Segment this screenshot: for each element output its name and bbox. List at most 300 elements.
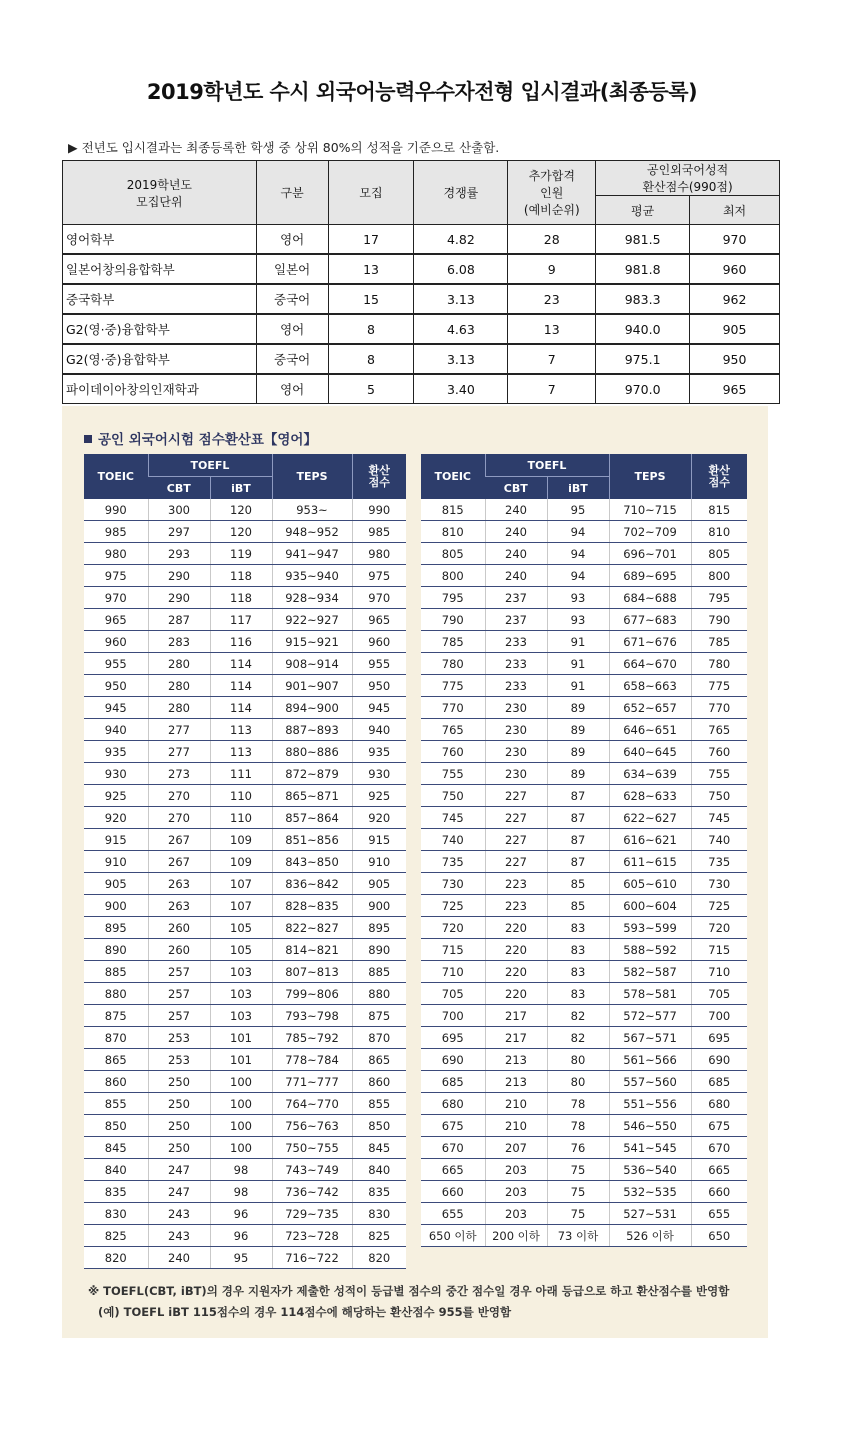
cell-toeic: 730 <box>421 873 485 895</box>
cell-competition: 6.08 <box>414 254 508 284</box>
cell-converted-score: 990 <box>352 499 406 521</box>
cell-converted-score: 710 <box>691 961 747 983</box>
table-row <box>421 609 747 631</box>
header-teps: TEPS <box>272 454 352 499</box>
cell-cbt: 227 <box>485 785 547 807</box>
cell-teps: 915~921 <box>272 631 352 653</box>
cell-ibt: 78 <box>547 1093 609 1115</box>
cell-ibt: 80 <box>547 1071 609 1093</box>
cell-converted-score: 815 <box>691 499 747 521</box>
cell-toeic: 700 <box>421 1005 485 1027</box>
cell-teps: 785~792 <box>272 1027 352 1049</box>
cell-cbt: 220 <box>485 939 547 961</box>
cell-ibt: 98 <box>210 1181 272 1203</box>
cell-cbt: 210 <box>485 1115 547 1137</box>
cell-teps: 677~683 <box>609 609 691 631</box>
cell-converted-score: 745 <box>691 807 747 829</box>
table-row <box>84 807 406 829</box>
cell-ibt: 105 <box>210 917 272 939</box>
table-row <box>421 807 747 829</box>
cell-teps: 908~914 <box>272 653 352 675</box>
cell-avg: 940.0 <box>596 314 690 344</box>
cell-toeic: 855 <box>84 1093 148 1115</box>
cell-extra: 13 <box>508 314 596 344</box>
cell-ibt: 80 <box>547 1049 609 1071</box>
cell-ibt: 94 <box>547 543 609 565</box>
cell-toeic: 950 <box>84 675 148 697</box>
table-row <box>84 499 406 521</box>
cell-teps: 652~657 <box>609 697 691 719</box>
cell-cbt: 287 <box>148 609 210 631</box>
cell-ibt: 119 <box>210 543 272 565</box>
cell-teps: 684~688 <box>609 587 691 609</box>
cell-ibt: 94 <box>547 521 609 543</box>
cell-teps: 616~621 <box>609 829 691 851</box>
cell-ibt: 89 <box>547 719 609 741</box>
cell-converted-score: 830 <box>352 1203 406 1225</box>
table-row <box>84 609 406 631</box>
cell-cbt: 293 <box>148 543 210 565</box>
cell-teps: 857~864 <box>272 807 352 829</box>
cell-extra: 7 <box>508 374 596 404</box>
cell-cbt: 213 <box>485 1071 547 1093</box>
cell-ibt: 120 <box>210 521 272 543</box>
cell-converted-score: 975 <box>352 565 406 587</box>
cell-teps: 716~722 <box>272 1247 352 1269</box>
cell-ibt: 111 <box>210 763 272 785</box>
cell-cbt: 223 <box>485 895 547 917</box>
cell-cbt: 223 <box>485 873 547 895</box>
header-toeic: TOEIC <box>84 454 148 499</box>
cell-competition: 4.63 <box>414 314 508 344</box>
cell-teps: 822~827 <box>272 917 352 939</box>
cell-min: 950 <box>690 344 780 374</box>
cell-cbt: 290 <box>148 565 210 587</box>
results-note: ▶ 전년도 입시결과는 최종등록한 학생 중 상위 80%의 성적을 기준으로 산출함. <box>68 140 500 155</box>
table-row <box>84 763 406 785</box>
cell-converted-score: 835 <box>352 1181 406 1203</box>
cell-quota: 17 <box>328 225 414 255</box>
cell-teps: 658~663 <box>609 675 691 697</box>
cell-toeic: 975 <box>84 565 148 587</box>
cell-toeic: 735 <box>421 851 485 873</box>
cell-converted-score: 860 <box>352 1071 406 1093</box>
table-row <box>421 1005 747 1027</box>
cell-converted-score: 705 <box>691 983 747 1005</box>
cell-cbt: 257 <box>148 983 210 1005</box>
cell-ibt: 85 <box>547 895 609 917</box>
cell-toeic: 770 <box>421 697 485 719</box>
cell-teps: 605~610 <box>609 873 691 895</box>
cell-teps: 948~952 <box>272 521 352 543</box>
cell-toeic: 680 <box>421 1093 485 1115</box>
cell-teps: 611~615 <box>609 851 691 873</box>
cell-teps: 600~604 <box>609 895 691 917</box>
table-row <box>84 961 406 983</box>
cell-toeic: 795 <box>421 587 485 609</box>
cell-converted-score: 865 <box>352 1049 406 1071</box>
cell-ibt: 95 <box>210 1247 272 1269</box>
conversion-title: 공인 외국어시험 점수환산표【영어】 <box>84 428 317 448</box>
cell-converted-score: 785 <box>691 631 747 653</box>
cell-category: 일본어 <box>256 254 328 284</box>
cell-toeic: 725 <box>421 895 485 917</box>
table-row <box>421 499 747 521</box>
cell-toeic: 815 <box>421 499 485 521</box>
cell-cbt: 280 <box>148 697 210 719</box>
cell-converted-score: 820 <box>352 1247 406 1269</box>
cell-cbt: 207 <box>485 1137 547 1159</box>
cell-toeic: 800 <box>421 565 485 587</box>
cell-ibt: 83 <box>547 961 609 983</box>
cell-ibt: 89 <box>547 741 609 763</box>
cell-min: 905 <box>690 314 780 344</box>
table-row <box>84 1137 406 1159</box>
cell-cbt: 257 <box>148 1005 210 1027</box>
cell-ibt: 118 <box>210 587 272 609</box>
cell-cbt: 203 <box>485 1159 547 1181</box>
cell-cbt: 243 <box>148 1203 210 1225</box>
cell-converted-score: 920 <box>352 807 406 829</box>
cell-toeic: 660 <box>421 1181 485 1203</box>
cell-cbt: 280 <box>148 675 210 697</box>
table-row <box>84 1203 406 1225</box>
cell-category: 영어 <box>256 314 328 344</box>
cell-ibt: 114 <box>210 697 272 719</box>
table-row <box>84 741 406 763</box>
cell-ibt: 83 <box>547 939 609 961</box>
cell-teps: 828~835 <box>272 895 352 917</box>
cell-unit: 일본어창의융합학부 <box>63 254 257 284</box>
cell-teps: 872~879 <box>272 763 352 785</box>
cell-cbt: 297 <box>148 521 210 543</box>
table-row <box>421 961 747 983</box>
cell-converted-score: 925 <box>352 785 406 807</box>
cell-ibt: 100 <box>210 1137 272 1159</box>
table-row <box>421 1225 747 1247</box>
cell-converted-score: 950 <box>352 675 406 697</box>
cell-teps: 646~651 <box>609 719 691 741</box>
cell-converted-score: 765 <box>691 719 747 741</box>
cell-cbt: 227 <box>485 829 547 851</box>
cell-ibt: 89 <box>547 697 609 719</box>
cell-category: 중국어 <box>256 284 328 314</box>
cell-ibt: 100 <box>210 1093 272 1115</box>
table-row <box>421 631 747 653</box>
cell-cbt: 243 <box>148 1225 210 1247</box>
cell-ibt: 73 이하 <box>547 1225 609 1247</box>
cell-ibt: 96 <box>210 1225 272 1247</box>
cell-converted-score: 845 <box>352 1137 406 1159</box>
cell-cbt: 220 <box>485 983 547 1005</box>
cell-converted-score: 760 <box>691 741 747 763</box>
cell-toeic: 685 <box>421 1071 485 1093</box>
cell-teps: 671~676 <box>609 631 691 653</box>
cell-teps: 541~545 <box>609 1137 691 1159</box>
cell-extra: 28 <box>508 225 596 255</box>
cell-toeic: 910 <box>84 851 148 873</box>
cell-converted-score: 870 <box>352 1027 406 1049</box>
table-row <box>84 719 406 741</box>
table-row <box>84 1181 406 1203</box>
cell-teps: 928~934 <box>272 587 352 609</box>
cell-converted-score: 795 <box>691 587 747 609</box>
table-row <box>421 895 747 917</box>
cell-cbt: 277 <box>148 741 210 763</box>
cell-cbt: 270 <box>148 807 210 829</box>
cell-toeic: 750 <box>421 785 485 807</box>
cell-toeic: 830 <box>84 1203 148 1225</box>
cell-converted-score: 800 <box>691 565 747 587</box>
cell-toeic: 915 <box>84 829 148 851</box>
cell-avg: 970.0 <box>596 374 690 404</box>
cell-converted-score: 885 <box>352 961 406 983</box>
cell-min: 970 <box>690 225 780 255</box>
cell-toeic: 675 <box>421 1115 485 1137</box>
cell-toeic: 720 <box>421 917 485 939</box>
cell-cbt: 240 <box>485 499 547 521</box>
cell-cbt: 240 <box>485 521 547 543</box>
cell-cbt: 233 <box>485 675 547 697</box>
cell-converted-score: 960 <box>352 631 406 653</box>
cell-toeic: 955 <box>84 653 148 675</box>
cell-converted-score: 810 <box>691 521 747 543</box>
cell-unit: G2(영·중)융합학부 <box>63 314 257 344</box>
cell-ibt: 114 <box>210 653 272 675</box>
cell-toeic: 965 <box>84 609 148 631</box>
cell-teps: 696~701 <box>609 543 691 565</box>
cell-toeic: 705 <box>421 983 485 1005</box>
table-row <box>421 543 747 565</box>
cell-converted-score: 805 <box>691 543 747 565</box>
admission-results-table <box>62 160 780 404</box>
cell-toeic: 670 <box>421 1137 485 1159</box>
cell-cbt: 263 <box>148 873 210 895</box>
table-row <box>84 543 406 565</box>
cell-teps: 527~531 <box>609 1203 691 1225</box>
cell-min: 962 <box>690 284 780 314</box>
table-row <box>421 1181 747 1203</box>
cell-toeic: 935 <box>84 741 148 763</box>
table-row <box>84 895 406 917</box>
conversion-panel <box>62 406 768 1338</box>
cell-teps: 756~763 <box>272 1115 352 1137</box>
cell-toeic: 765 <box>421 719 485 741</box>
cell-teps: 880~886 <box>272 741 352 763</box>
table-row <box>84 829 406 851</box>
cell-teps: 771~777 <box>272 1071 352 1093</box>
cell-converted-score: 880 <box>352 983 406 1005</box>
table-row <box>84 939 406 961</box>
cell-converted-score: 840 <box>352 1159 406 1181</box>
cell-quota: 8 <box>328 314 414 344</box>
cell-teps: 764~770 <box>272 1093 352 1115</box>
cell-cbt: 217 <box>485 1005 547 1027</box>
table-row <box>84 1225 406 1247</box>
cell-teps: 546~550 <box>609 1115 691 1137</box>
cell-ibt: 101 <box>210 1049 272 1071</box>
cell-avg: 983.3 <box>596 284 690 314</box>
table-row <box>421 653 747 675</box>
cell-ibt: 96 <box>210 1203 272 1225</box>
cell-converted-score: 935 <box>352 741 406 763</box>
cell-toeic: 940 <box>84 719 148 741</box>
cell-toeic: 960 <box>84 631 148 653</box>
table-row <box>421 741 747 763</box>
cell-toeic: 895 <box>84 917 148 939</box>
table-row <box>84 697 406 719</box>
cell-teps: 799~806 <box>272 983 352 1005</box>
cell-toeic: 820 <box>84 1247 148 1269</box>
cell-ibt: 98 <box>210 1159 272 1181</box>
cell-toeic: 890 <box>84 939 148 961</box>
cell-converted-score: 690 <box>691 1049 747 1071</box>
cell-toeic: 945 <box>84 697 148 719</box>
cell-extra: 23 <box>508 284 596 314</box>
cell-converted-score: 660 <box>691 1181 747 1203</box>
cell-teps: 778~784 <box>272 1049 352 1071</box>
cell-toeic: 810 <box>421 521 485 543</box>
cell-ibt: 75 <box>547 1203 609 1225</box>
footnote-example: (예) TOEFL iBT 115점수의 경우 114점수에 해당하는 환산점수 955를 반영함 <box>98 1305 512 1319</box>
cell-converted-score: 680 <box>691 1093 747 1115</box>
cell-toeic: 780 <box>421 653 485 675</box>
cell-toeic: 875 <box>84 1005 148 1027</box>
cell-cbt: 267 <box>148 851 210 873</box>
cell-cbt: 270 <box>148 785 210 807</box>
cell-teps: 588~592 <box>609 939 691 961</box>
cell-converted-score: 895 <box>352 917 406 939</box>
header-toefl: TOEFL <box>485 454 609 477</box>
conversion-table-left <box>84 454 406 1269</box>
cell-toeic: 985 <box>84 521 148 543</box>
cell-toeic: 690 <box>421 1049 485 1071</box>
cell-teps: 710~715 <box>609 499 691 521</box>
cell-ibt: 87 <box>547 851 609 873</box>
cell-cbt: 227 <box>485 807 547 829</box>
cell-competition: 4.82 <box>414 225 508 255</box>
cell-teps: 851~856 <box>272 829 352 851</box>
cell-converted-score: 875 <box>352 1005 406 1027</box>
cell-cbt: 203 <box>485 1181 547 1203</box>
cell-teps: 582~587 <box>609 961 691 983</box>
cell-converted-score: 945 <box>352 697 406 719</box>
cell-teps: 622~627 <box>609 807 691 829</box>
cell-toeic: 990 <box>84 499 148 521</box>
cell-cbt: 250 <box>148 1093 210 1115</box>
cell-toeic: 920 <box>84 807 148 829</box>
header-quota: 모집 <box>328 161 414 225</box>
cell-cbt: 240 <box>148 1247 210 1269</box>
cell-converted-score: 770 <box>691 697 747 719</box>
table-row <box>63 284 780 314</box>
cell-ibt: 93 <box>547 587 609 609</box>
cell-converted-score: 900 <box>352 895 406 917</box>
cell-teps: 572~577 <box>609 1005 691 1027</box>
cell-converted-score: 930 <box>352 763 406 785</box>
cell-converted-score: 715 <box>691 939 747 961</box>
table-row <box>421 1093 747 1115</box>
cell-teps: 578~581 <box>609 983 691 1005</box>
cell-teps: 551~556 <box>609 1093 691 1115</box>
cell-ibt: 109 <box>210 851 272 873</box>
cell-cbt: 203 <box>485 1203 547 1225</box>
cell-ibt: 91 <box>547 675 609 697</box>
cell-ibt: 107 <box>210 895 272 917</box>
cell-converted-score: 910 <box>352 851 406 873</box>
cell-converted-score: 940 <box>352 719 406 741</box>
cell-toeic: 835 <box>84 1181 148 1203</box>
cell-toeic: 760 <box>421 741 485 763</box>
cell-cbt: 220 <box>485 961 547 983</box>
cell-teps: 887~893 <box>272 719 352 741</box>
cell-converted-score: 720 <box>691 917 747 939</box>
cell-teps: 843~850 <box>272 851 352 873</box>
cell-ibt: 91 <box>547 653 609 675</box>
table-row <box>421 851 747 873</box>
cell-converted-score: 915 <box>352 829 406 851</box>
table-row <box>421 1115 747 1137</box>
header-cbt: CBT <box>485 477 547 500</box>
cell-quota: 13 <box>328 254 414 284</box>
cell-teps: 836~842 <box>272 873 352 895</box>
cell-cbt: 283 <box>148 631 210 653</box>
footnote-rule: ※ TOEFL(CBT, iBT)의 경우 지원자가 제출한 성적이 등급별 점수의 중간 점수일 경우 아래 등급으로 하고 환산점수를 반영함 <box>88 1284 730 1298</box>
cell-avg: 981.5 <box>596 225 690 255</box>
cell-ibt: 113 <box>210 719 272 741</box>
cell-ibt: 78 <box>547 1115 609 1137</box>
cell-converted-score: 650 <box>691 1225 747 1247</box>
table-row <box>421 521 747 543</box>
cell-toeic: 860 <box>84 1071 148 1093</box>
cell-cbt: 240 <box>485 543 547 565</box>
header-min: 최저 <box>690 196 780 225</box>
cell-converted-score: 665 <box>691 1159 747 1181</box>
cell-ibt: 103 <box>210 1005 272 1027</box>
cell-converted-score: 755 <box>691 763 747 785</box>
cell-quota: 8 <box>328 344 414 374</box>
cell-ibt: 87 <box>547 785 609 807</box>
cell-ibt: 117 <box>210 609 272 631</box>
cell-min: 960 <box>690 254 780 284</box>
cell-category: 영어 <box>256 374 328 404</box>
cell-cbt: 280 <box>148 653 210 675</box>
cell-teps: 935~940 <box>272 565 352 587</box>
cell-ibt: 76 <box>547 1137 609 1159</box>
table-row <box>84 851 406 873</box>
table-row <box>63 314 780 344</box>
header-ibt: iBT <box>547 477 609 500</box>
cell-converted-score: 850 <box>352 1115 406 1137</box>
cell-teps: 807~813 <box>272 961 352 983</box>
cell-cbt: 230 <box>485 763 547 785</box>
cell-ibt: 82 <box>547 1027 609 1049</box>
table-row <box>84 631 406 653</box>
cell-converted-score: 980 <box>352 543 406 565</box>
cell-toeic: 655 <box>421 1203 485 1225</box>
cell-avg: 975.1 <box>596 344 690 374</box>
table-row <box>421 565 747 587</box>
cell-ibt: 87 <box>547 807 609 829</box>
cell-toeic: 865 <box>84 1049 148 1071</box>
cell-teps: 532~535 <box>609 1181 691 1203</box>
table-row <box>84 587 406 609</box>
cell-ibt: 113 <box>210 741 272 763</box>
cell-teps: 894~900 <box>272 697 352 719</box>
cell-quota: 15 <box>328 284 414 314</box>
cell-avg: 981.8 <box>596 254 690 284</box>
cell-ibt: 75 <box>547 1181 609 1203</box>
